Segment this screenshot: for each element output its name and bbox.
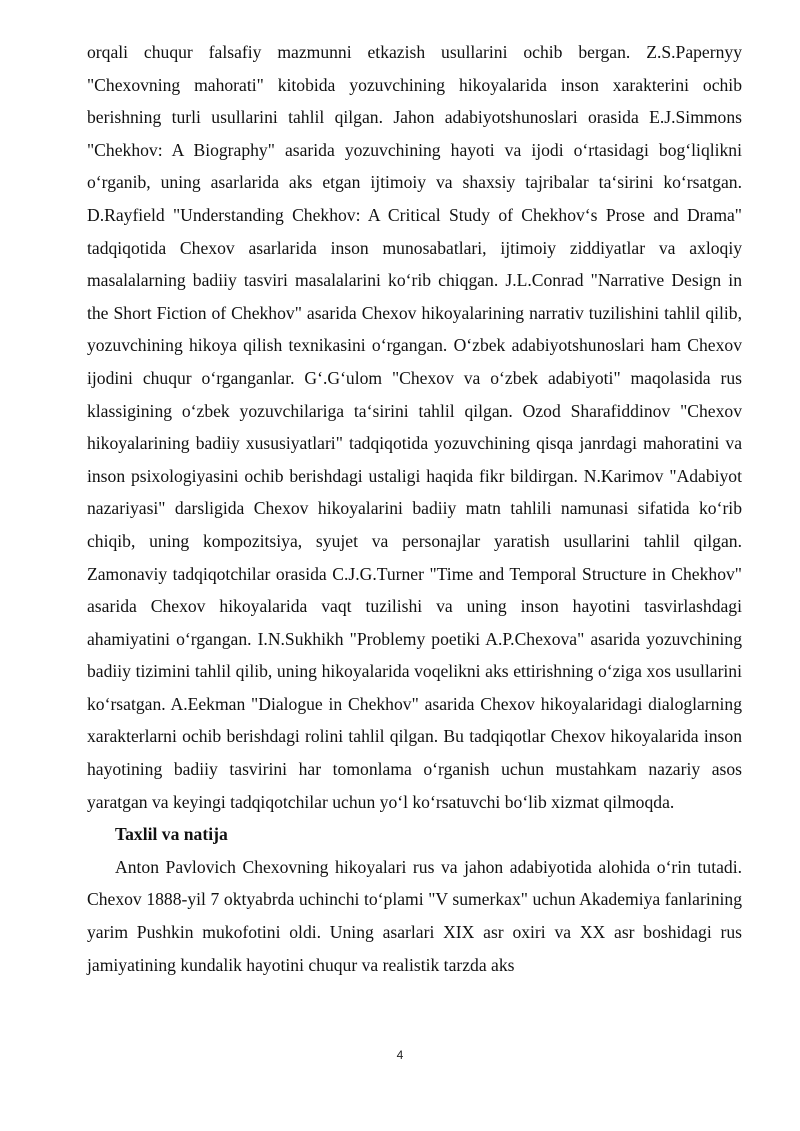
- section-heading: Taxlil va natija: [115, 824, 228, 845]
- page-number: 4: [396, 1048, 404, 1062]
- body-text: [87, 36, 742, 981]
- paragraph-literature-review: orqali chuqur falsafiy mazmunni etkazish usullarini ochib bergan. Z.S.Papernyy "Chexovning mahorati" kitobida yozuvchining hikoyalarida inson xarakterini ochib berishning turli usullarini tahlil qilgan. Jahon adabiyotshunoslari orasida E.J.Simmons "Chekhov: A Biography" asarida yozuvchining hayoti va ijodi oʻrtasidagi bogʻliqlikni oʻrganib, uning asarlarida aks etgan ijtimoiy va shaxsiy tajribalar taʻsirini koʻrsatgan. D.Rayfield "Understanding Chekhov: A Critical Study of Chekhovʻs Prose and Drama" tadqiqotida Chexov asarlarida inson munosabatlari, ijtimoiy ziddiyatlar va axloqiy masalalarning badiiy tasviri masalalarini koʻrib chiqgan. J.L.Conrad "Narrative Design in the Short Fiction of Chekhov" asarida Chexov hikoyalarining narrativ tuzilishini tahlil qilib, yozuvchining hikoya qilish texnikasini oʻrgangan. Oʻzbek adabiyotshunoslari ham Chexov ijodini chuqur oʻrganganlar. Gʻ.Gʻulom "Chexov va oʻzbek adabiyoti" maqolasida rus klassigining oʻzbek yozuvchilariga taʻsirini tahlil qilgan. Ozod Sharafiddinov "Chexov hikoyalarining badiiy xususiyatlari" tadqiqotida yozuvchining qisqa janrdagi mahoratini va inson psixologiyasini ochib berishdagi ustaligi haqida fikr bildirgan. N.Karimov "Adabiyot nazariyasi" darsligida Chexov hikoyalarini badiiy matn tahlili namunasi sifatida koʻrib chiqib, uning kompozitsiya, syujet va personajlar yaratish usullarini tahlil qilgan. Zamonaviy tadqiqotchilar orasida C.J.G.Turner "Time and Temporal Structure in Chekhov" asarida Chexov hikoyalarida vaqt tuzilishi va uning inson hayotini tasvirlashdagi ahamiyatini oʻrgangan. I.N.Sukhikh "Problemy poetiki A.P.Chexova" asarida yozuvchining badiiy tizimini tahlil qilib, uning hikoyalarida voqelikni aks ettirishning oʻziga xos usullarini koʻrsatgan. A.Eekman "Dialogue in Chekhov" asarida Chexov hikoyalaridagi dialoglarning xarakterlarni ochib berishdagi rolini tahlil qilgan. Bu tadqiqotlar Chexov hikoyalarida inson hayotining badiiy tasvirini har tomonlama oʻrganish uchun mustahkam nazariy asos yaratgan va keyingi tadqiqotchilar uchun yoʻl koʻrsatuvchi boʻlib xizmat qilmoqda.: [87, 42, 742, 812]
- paragraph-analysis: Anton Pavlovich Chexovning hikoyalari rus va jahon adabiyotida alohida oʻrin tutadi. Chexov 1888-yil 7 oktyabrda uchinchi toʻplami "V sumerkax" uchun Akademiya fanlarining yarim Pushkin mukofotini oldi. Uning asarlari XIX asr oxiri va XX asr boshidagi rus jamiyatining kundalik hayotini chuqur va realistik tarzda aks: [87, 856, 742, 975]
